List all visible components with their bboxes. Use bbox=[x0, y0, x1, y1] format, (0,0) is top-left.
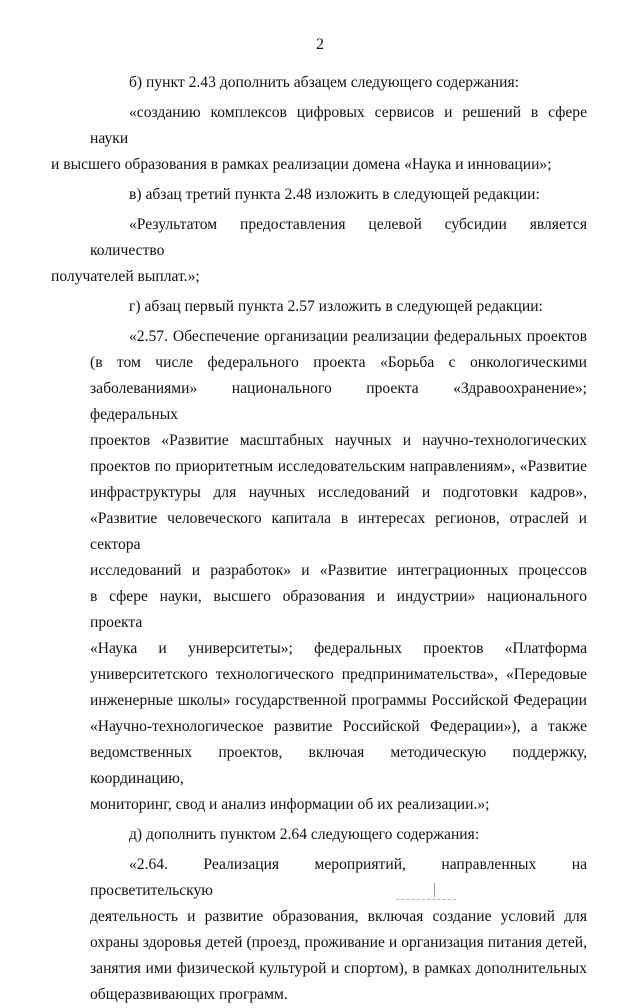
paragraph-b-intro: б) пункт 2.43 дополнить абзацем следующего содержания: bbox=[129, 74, 519, 91]
text-line: «2.57. Обеспечение организации реализации федеральных проектов bbox=[129, 328, 587, 345]
paragraph-v-intro: в) абзац третий пункта 2.48 изложить в следующей редакции: bbox=[129, 186, 540, 203]
paragraph-d-quote bbox=[90, 852, 587, 1008]
text-line: в сфере науки, высшего образования и индустрии» национального проекта bbox=[90, 588, 587, 631]
text-line: университетского технологического предпринимательства», «Передовые bbox=[90, 666, 587, 683]
scan-artifact bbox=[396, 899, 456, 900]
text-line: «созданию комплексов цифровых сервисов и решений в сфере науки bbox=[90, 104, 587, 147]
text-line: заболеваниями» национального проекта «Здравоохранение»; федеральных bbox=[90, 380, 587, 423]
text-line: инженерные школы» государственной программы Российской Федерации bbox=[90, 692, 587, 709]
paragraph-v-quote bbox=[51, 212, 587, 290]
text-line: деятельность и развитие образования, включая создание условий для bbox=[90, 908, 587, 925]
text-line: (в том числе федерального проекта «Борьба с онкологическими bbox=[90, 354, 587, 371]
document-body bbox=[51, 70, 587, 1008]
text-line: общеразвивающих программ. bbox=[90, 986, 288, 1003]
page-number: 2 bbox=[316, 36, 324, 53]
text-line: проектов «Развитие масштабных научных и научно-технологических bbox=[90, 432, 587, 449]
text-line: мониторинг, свод и анализ информации об их реализации.»; bbox=[90, 796, 490, 813]
text-line: «Научно-технологическое развитие Российской Федерации»), а также bbox=[90, 718, 587, 735]
text-line: охраны здоровья детей (проезд, проживание и организация питания детей, bbox=[90, 934, 587, 951]
text-line: получателей выплат.»; bbox=[51, 268, 200, 285]
scan-artifact bbox=[434, 883, 435, 897]
text-line: «Результатом предоставления целевой субсидии является количество bbox=[90, 216, 587, 259]
text-line: и высшего образования в рамках реализации домена «Наука и инновации»; bbox=[51, 156, 552, 173]
text-line: занятия ими физической культурой и спортом), в рамках дополнительных bbox=[90, 960, 587, 977]
text-line: «Наука и университеты»; федеральных проектов «Платформа bbox=[90, 640, 587, 657]
text-line: «2.64. Реализация мероприятий, направленных на просветительскую bbox=[90, 856, 587, 899]
text-line: инфраструктуры для научных исследований и подготовки кадров», bbox=[90, 484, 587, 501]
paragraph-g-quote bbox=[90, 324, 587, 818]
paragraph-g-intro: г) абзац первый пункта 2.57 изложить в следующей редакции: bbox=[129, 298, 543, 315]
text-line: исследований и разработок» и «Развитие интеграционных процессов bbox=[90, 562, 587, 579]
text-line: «Развитие человеческого капитала в интересах регионов, отраслей и сектора bbox=[90, 510, 587, 553]
paragraph-d-intro: д) дополнить пунктом 2.64 следующего содержания: bbox=[129, 826, 480, 843]
paragraph-b-quote bbox=[51, 100, 587, 178]
text-line: проектов по приоритетным исследовательским направлениям», «Развитие bbox=[90, 458, 587, 475]
text-line: ведомственных проектов, включая методическую поддержку, координацию, bbox=[90, 744, 587, 787]
